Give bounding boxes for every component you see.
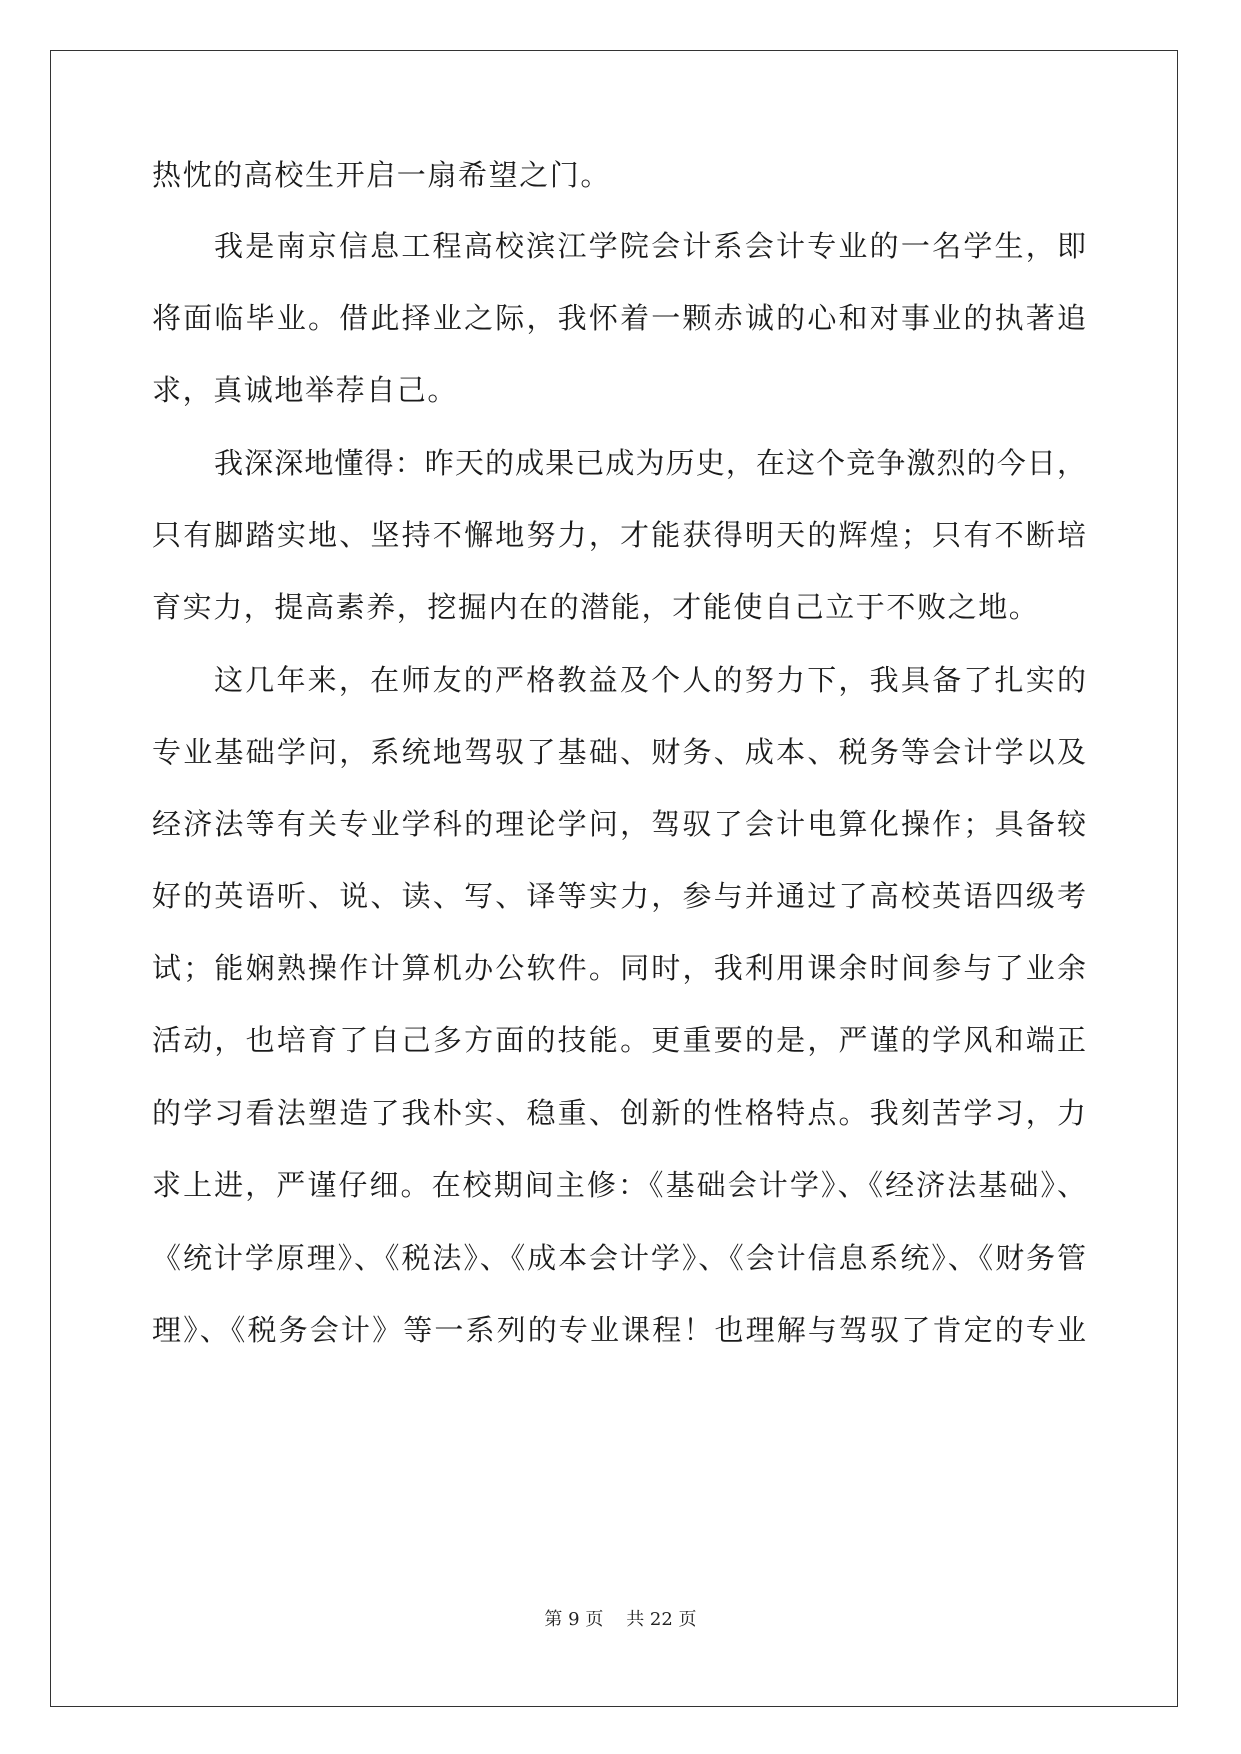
paragraph-line: 经济法等有关专业学科的理论学问，驾驭了会计电算化操作；具备较: [152, 807, 1086, 841]
paragraph-line: 我是南京信息工程高校滨江学院会计系会计专业的一名学生，即: [214, 229, 1086, 263]
paragraph-line: 好的英语听、说、读、写、译等实力，参与并通过了高校英语四级考: [152, 879, 1086, 913]
page-number-footer: 第 9 页 共 22 页: [544, 1609, 697, 1630]
paragraph-line: 将面临毕业。借此择业之际，我怀着一颗赤诚的心和对事业的执著追: [152, 301, 1086, 335]
paragraph-line: 的学习看法塑造了我朴实、稳重、创新的性格特点。我刻苦学习，力: [152, 1096, 1086, 1130]
paragraph-line: 这几年来，在师友的严格教益及个人的努力下，我具备了扎实的: [214, 663, 1086, 697]
paragraph-line: 热忱的高校生开启一扇希望之门。: [152, 158, 612, 192]
paragraph-line: 育实力，提高素养，挖掘内在的潜能，才能使自己立于不败之地。: [152, 590, 1040, 624]
paragraph-line: 我深深地懂得：昨天的成果已成为历史，在这个竞争激烈的今日，: [214, 446, 1086, 480]
paragraph-line: 《统计学原理》、《税法》、《成本会计学》、《会计信息系统》、《财务管: [152, 1241, 1086, 1275]
paragraph-line: 试；能娴熟操作计算机办公软件。同时，我利用课余时间参与了业余: [152, 951, 1086, 985]
paragraph-line: 只有脚踏实地、坚持不懈地努力，才能获得明天的辉煌；只有不断培: [152, 518, 1086, 552]
paragraph-line: 理》、《税务会计》等一系列的专业课程！也理解与驾驭了肯定的专业: [152, 1313, 1086, 1347]
paragraph-line: 求上进，严谨仔细。在校期间主修：《基础会计学》、《经济法基础》、: [152, 1168, 1086, 1202]
paragraph-line: 活动，也培育了自己多方面的技能。更重要的是，严谨的学风和端正: [152, 1023, 1086, 1057]
paragraph-line: 专业基础学问，系统地驾驭了基础、财务、成本、税务等会计学以及: [152, 735, 1086, 769]
paragraph-line: 求，真诚地举荐自己。: [152, 373, 459, 407]
